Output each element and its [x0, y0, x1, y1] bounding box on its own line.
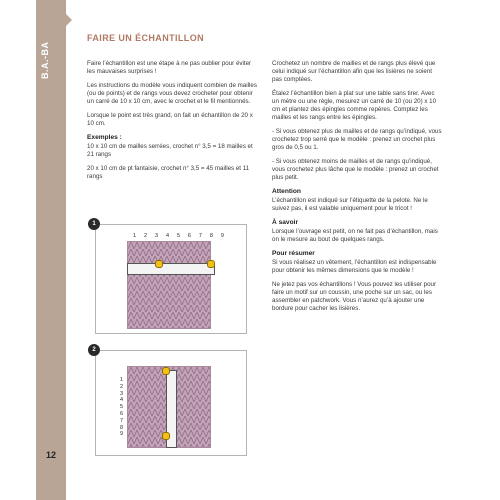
row-number: 3 — [119, 390, 123, 397]
figure-1-pin-right — [207, 260, 215, 268]
examples-heading: Exemples : — [87, 134, 122, 141]
section-label: B.A.-BA — [40, 41, 50, 79]
row-number: 7 — [119, 417, 123, 424]
intro-paragraph: Faire l’échantillon est une étape à ne pas oublier pour éviter les mauvaises surprises ! — [87, 60, 252, 75]
pour-resumer-heading: Pour résumer — [272, 250, 315, 257]
attention-heading: Attention — [272, 188, 301, 195]
figure-1-swatch — [127, 241, 211, 329]
row-number: 1 — [119, 377, 123, 383]
left-column — [87, 60, 257, 187]
large-stitch-paragraph: Lorsque le point est très grand, on fait un échantillon de 20 x 10 cm. — [87, 112, 253, 127]
closing-paragraph: Ne jetez pas vos échantillons ! Vous pouvez les utiliser pour faire un motif sur un coussin, une poche sur un sac, ou les assembler en patchwork. Vous n’aurez qu’à ajouter une bordure pour cacher les lisières. — [272, 281, 437, 312]
row-number: 6 — [119, 410, 123, 417]
sidebar-notch — [66, 14, 72, 26]
figure-2-row-numbers — [115, 377, 123, 438]
pour-resumer-text: Si vous réalisez un vêtement, l’échantillon est indispensable pour obtenir les mêmes dimensions que le modèle ! — [272, 259, 437, 274]
a-savoir-heading: À savoir — [272, 219, 299, 226]
right-column — [272, 60, 442, 319]
row-number: 8 — [119, 424, 123, 431]
figure-1-badge: 1 — [88, 218, 100, 230]
a-savoir-text: Lorsque l’ouvrage est petit, on ne fait pas d’échantillon, mais on le mesure au bout de quelques rangs. — [272, 228, 438, 243]
row-number: 4 — [119, 397, 123, 404]
page-number: 12 — [45, 450, 56, 460]
row-number: 2 — [119, 383, 123, 390]
right-paragraph-4: - Si vous obtenez moins de mailles et de rangs qu’indiqué, vous crochetez plus lâche que le modèle : prenez un crochet plus petit. — [272, 158, 439, 181]
row-number: 5 — [119, 404, 123, 411]
row-number: 9 — [119, 431, 123, 438]
figure-2-badge: 2 — [88, 344, 100, 356]
right-paragraph-2: Étalez l’échantillon bien à plat sur une table sans tirer. Avec un mètre ou une règle, mesurez un carré de 10 (ou 20) x 10 cm et plantez des épingles comme repères. Comptez les mailles et les rangs entre les épingles. — [272, 90, 437, 121]
instructions-paragraph: Les instructions du modèle vous indiquent combien de mailles (ou de points) et de rangs vous devez crocheter pour obtenir un carré de 10 x 10 cm, avec le crochet et le fil mentionnés. — [87, 82, 257, 105]
figure-2-pin-bottom — [162, 432, 170, 440]
right-paragraph-3: - Si vous obtenez plus de mailles et de rangs qu’indiqué, vous crochetez trop serré que le modèle : prenez un crochet plus gros de 0,5 ou 1. — [272, 128, 442, 151]
attention-text: L’échantillon est indiqué sur l’étiquette de la pelote. Ne le suivez pas, il est valable uniquement pour le tricot ! — [272, 197, 428, 212]
examples-block — [87, 134, 257, 181]
figure-1-column-numbers: 1 2 3 4 5 6 7 8 9 — [133, 233, 228, 239]
figure-1-ruler — [127, 263, 215, 275]
example-2: 20 x 10 cm de pt fantaisie, crochet n° 3,5 = 45 mailles et 11 rangs — [87, 165, 250, 180]
figure-1-stitch-pattern — [128, 242, 210, 328]
figure-1-pin-left — [155, 260, 163, 268]
right-paragraph-1: Crochetez un nombre de mailles et de rangs plus élevé que celui indiqué sur l’échantillon afin que les lisières ne soient pas comptées. — [272, 60, 436, 83]
figure-2-pin-top — [162, 367, 170, 375]
page-title: FAIRE UN ÉCHANTILLON — [87, 33, 204, 43]
example-1: 10 x 10 cm de mailles serrées, crochet n° 3,5 = 18 mailles et 21 rangs — [87, 143, 253, 158]
